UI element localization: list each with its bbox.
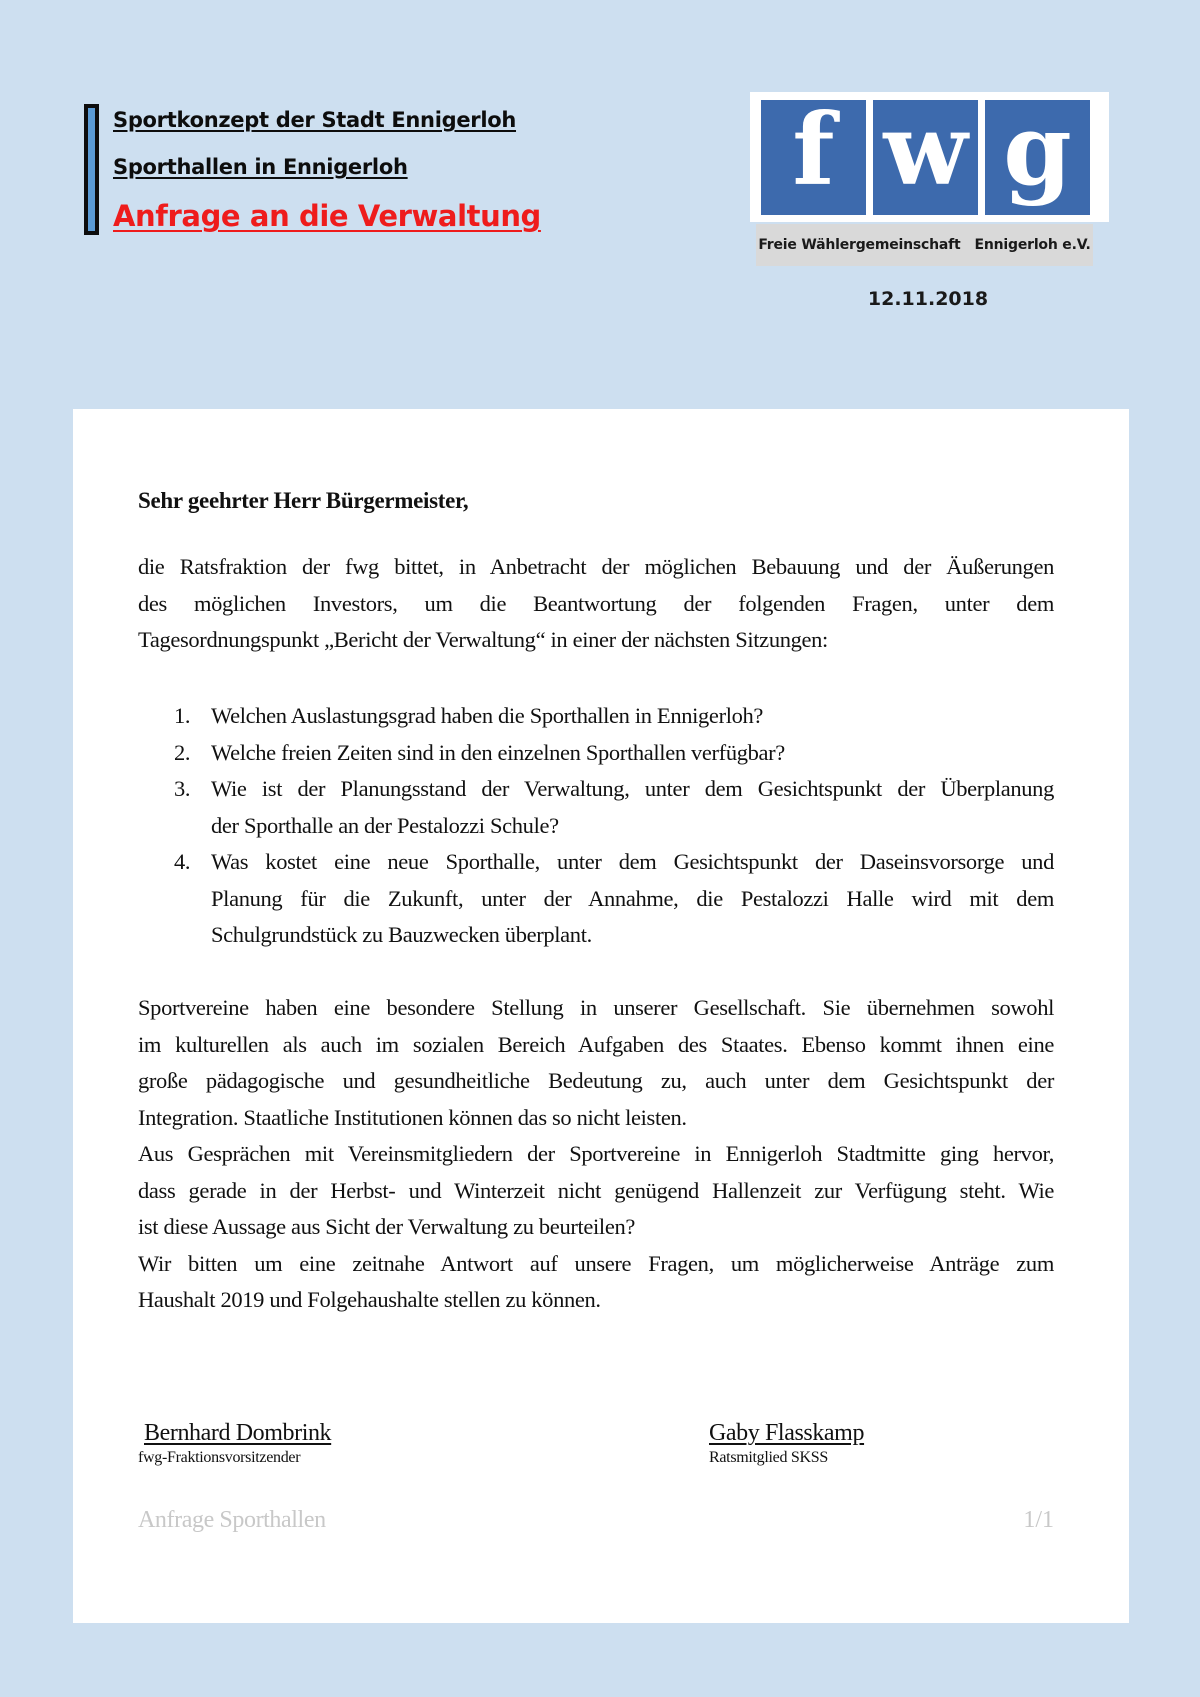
question-item <box>174 735 1054 772</box>
question-number: 3. <box>174 776 191 801</box>
letter-page <box>73 409 1129 1623</box>
signature-block-left <box>138 1420 332 1467</box>
question-line: Wie ist der Planungsstand der Verwaltung, unter dem Gesichtspunkt der Überplanung <box>211 776 1054 801</box>
body-line: dass gerade in der Herbst- und Winterzeit nicht genügend Hallenzeit zur Verfügung steht. Wie <box>138 1177 1054 1203</box>
question-line: Welche freien Zeiten sind in den einzelnen Sporthallen verfügbar? <box>211 739 785 765</box>
question-number: 1. <box>174 703 191 728</box>
question-item <box>174 771 1054 844</box>
logo-tile-g: g <box>985 100 1090 215</box>
signatory-role: Ratsmitglied SKSS <box>709 1449 828 1466</box>
signatory-name: Bernhard Dombrink <box>144 1420 332 1446</box>
body-paragraph <box>138 990 1054 1319</box>
title-line-1: Sportkonzept der Stadt Ennigerloh <box>113 108 517 132</box>
title-accent-bar <box>84 104 99 235</box>
question-line: der Sporthalle an der Pestalozzi Schule? <box>211 812 559 838</box>
question-line: Was kostet eine neue Sporthalle, unter dem Gesichtspunkt der Daseinsvorsorge und <box>211 849 1054 874</box>
fwg-logo <box>750 92 1109 222</box>
question-item <box>174 844 1054 954</box>
intro-line: des möglichen Investors, um die Beantwortung der folgenden Fragen, unter dem <box>138 590 1054 616</box>
body-line: Aus Gesprächen mit Vereinsmitgliedern der Sportvereine in Ennigerloh Stadtmitte ging hervor, <box>138 1141 1054 1166</box>
body-line: Wir bitten um eine zeitnahe Antwort auf unsere Fragen, um möglicherweise Anträge zum <box>138 1250 1054 1276</box>
question-line: Welchen Auslastungsgrad haben die Sporthallen in Ennigerloh? <box>211 703 764 728</box>
footer-title: Anfrage Sporthallen <box>138 1507 326 1533</box>
signatory-name: Gaby Flasskamp <box>709 1420 865 1446</box>
signatory-role: fwg-Fraktionsvorsitzender <box>138 1449 301 1466</box>
logo-tile-f: f <box>761 100 866 215</box>
org-name-label: Freie Wählergemeinschaft Ennigerloh e.V. <box>756 224 1093 266</box>
body-line: große pädagogische und gesundheitliche Bedeutung zu, auch unter dem Gesichtspunkt der <box>138 1068 1054 1093</box>
body-line: ist diese Aussage aus Sicht der Verwaltung zu beurteilen? <box>138 1214 636 1239</box>
body-line: Integration. Staatliche Institutionen können das so nicht leisten. <box>138 1104 687 1130</box>
question-number: 2. <box>174 739 191 765</box>
intro-paragraph <box>138 549 1054 659</box>
body-line: im kulturellen als auch im sozialen Bereich Aufgaben des Staates. Ebenso kommt ihnen eine <box>138 1031 1054 1057</box>
body-line: Sportvereine haben eine besondere Stellung in unserer Gesellschaft. Sie übernehmen sowohl <box>138 995 1054 1020</box>
signature-block-right <box>709 1420 864 1467</box>
question-number: 4. <box>174 849 191 874</box>
question-line: Planung für die Zukunft, unter der Annahme, die Pestalozzi Halle wird mit dem <box>211 885 1054 911</box>
salutation: Sehr geehrter Herr Bürgermeister, <box>138 488 469 513</box>
question-line: Schulgrundstück zu Bauzwecken überplant. <box>211 922 592 947</box>
logo-tile-w: w <box>873 100 978 215</box>
title-line-3: Anfrage an die Verwaltung <box>113 199 541 233</box>
page-number: 1/1 <box>1023 1507 1054 1533</box>
intro-line: die Ratsfraktion der fwg bittet, in Anbetracht der möglichen Bebauung und der Äußerungen <box>138 554 1054 579</box>
title-line-2: Sporthallen in Ennigerloh <box>113 155 408 179</box>
question-item <box>174 698 1054 735</box>
body-line: Haushalt 2019 und Folgehaushalte stellen zu können. <box>138 1287 601 1312</box>
question-list <box>174 698 1054 954</box>
document-date: 12.11.2018 <box>867 288 989 310</box>
intro-line: Tagesordnungspunkt „Bericht der Verwaltung“ in einer der nächsten Sitzungen: <box>138 627 828 652</box>
